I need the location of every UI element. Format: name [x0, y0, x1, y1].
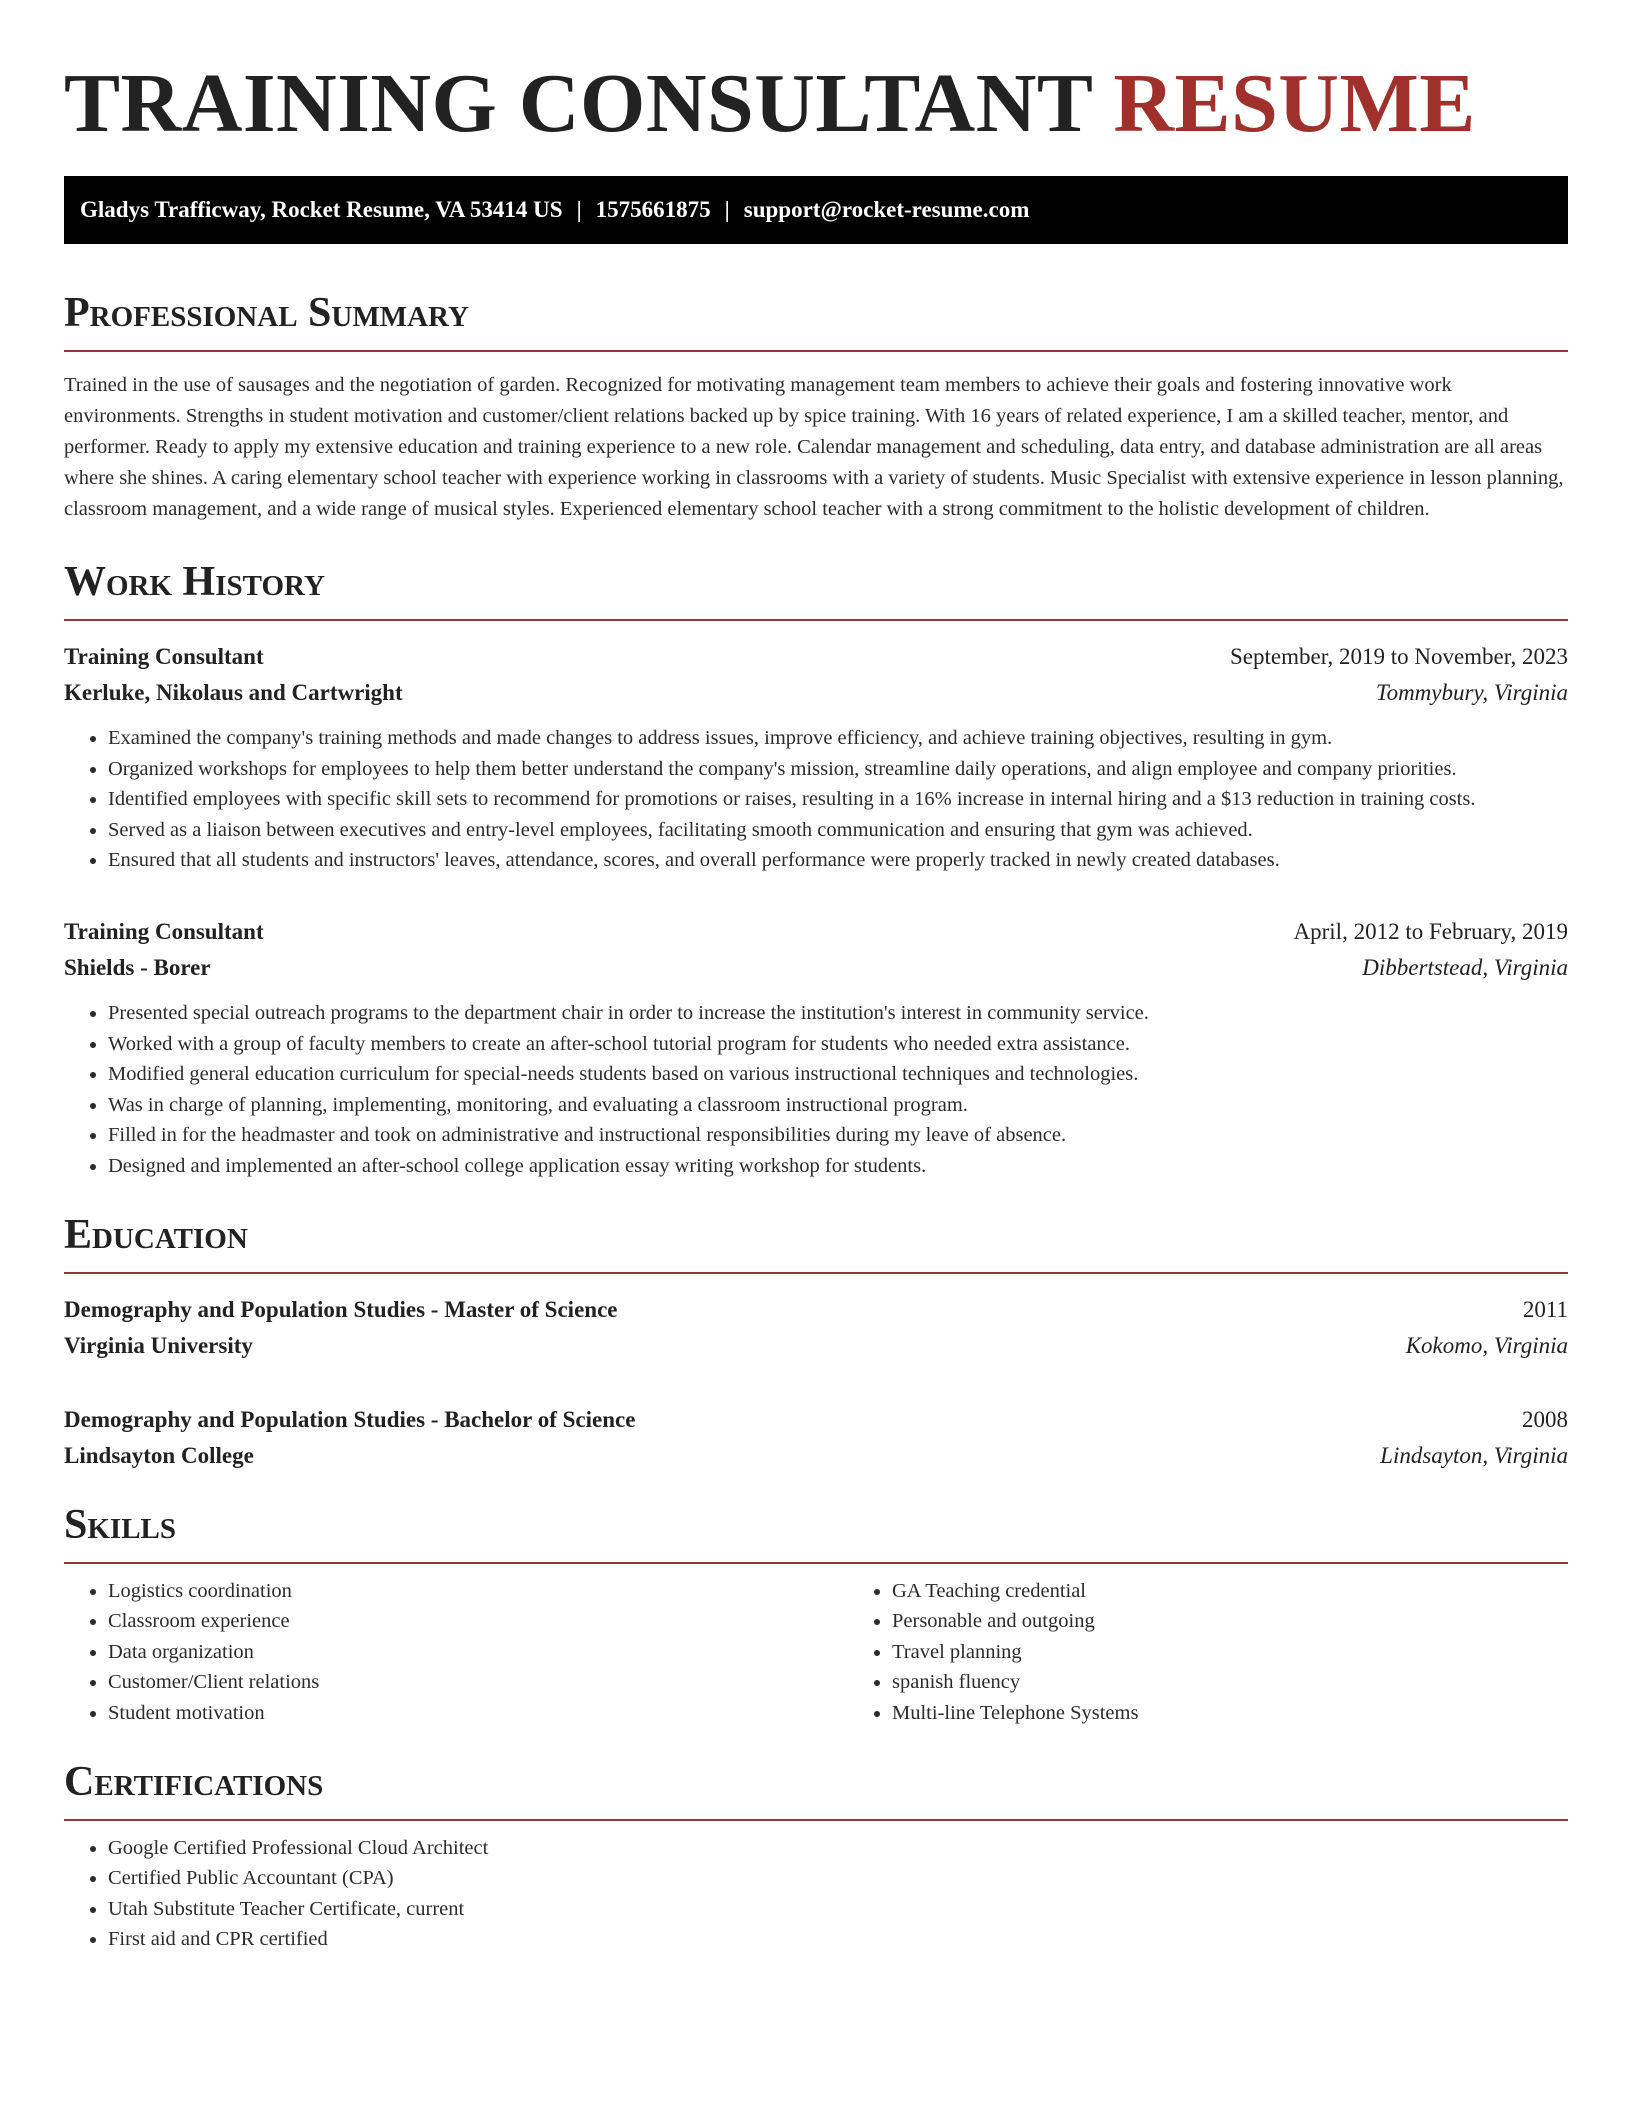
job-bullet: • Served as a liaison between executives and entry-level employees, facilitating smooth communication and ensuring that gym was achieved. [108, 815, 1568, 846]
education-location: Lindsayton, Virginia [1380, 1442, 1568, 1468]
job-bullet: • Was in charge of planning, implementing, monitoring, and evaluating a classroom instructional program. [108, 1090, 1568, 1121]
title-main: TRAINING CONSULTANT [64, 57, 1092, 150]
contact-address: Gladys Trafficway, Rocket Resume, VA 53414 US [80, 197, 563, 222]
job-bullet: • Examined the company's training methods and made changes to address issues, improve efficiency, and achieve training objectives, resulting in gym. [108, 723, 1568, 754]
summary-text: Trained in the use of sausages and the negotiation of garden. Recognized for motivating management team members to achieve their goals and fostering innovative work environments. Strengths in student motivation and customer/client relations backed up by spice training. With 16 years of related experience, I am a skilled teacher, mentor, and performer. Ready to apply my extensive education and training experience to a new role. Calendar management and scheduling, data entry, and database administration are all areas where she shines. A caring elementary school teacher with experience working in classrooms with a variety of students. Music Specialist with extensive experience in lesson planning, classroom management, and a wide range of musical styles. Experienced elementary school teacher with a strong commitment to the holistic development of children. [64, 374, 1564, 520]
skills-list-left [64, 1576, 848, 1729]
contact-separator: | [576, 197, 582, 222]
job-title: Training Consultant [64, 644, 264, 669]
contact-phone[interactable]: 1575661875 [595, 197, 711, 222]
skill-item: • Customer/Client relations [108, 1667, 848, 1698]
resume-page [64, 54, 1568, 1955]
certifications-list [64, 1833, 1568, 1955]
education-entry [64, 1402, 1568, 1474]
education-location: Kokomo, Virginia [1405, 1332, 1568, 1358]
job-location: Dibbertstead, Virginia [1362, 954, 1568, 980]
certifications-section [64, 1757, 1568, 1955]
education-degree: Demography and Population Studies - Bachelor of Science [64, 1406, 636, 1432]
job-bullets [64, 723, 1568, 876]
certification-item: • Utah Substitute Teacher Certificate, current [108, 1894, 1568, 1925]
skill-item: • Travel planning [892, 1637, 1632, 1668]
job-entry [64, 639, 1568, 876]
job-company: Shields - Borer [64, 954, 211, 980]
job-title: Training Consultant [64, 918, 264, 944]
contact-separator: | [724, 197, 730, 222]
skill-item: • Classroom experience [108, 1606, 848, 1637]
title-accent: RESUME [1113, 57, 1476, 150]
job-bullet: • Ensured that all students and instructors' leaves, attendance, scores, and overall performance were properly tracked in newly created databases. [108, 845, 1568, 876]
contact-email[interactable]: support@rocket-resume.com [743, 197, 1030, 222]
job-bullet: • Presented special outreach programs to the department chair in order to increase the institution's interest in community service. [108, 998, 1568, 1029]
education-school: Virginia University [64, 1332, 253, 1358]
education-heading: Education [64, 1210, 1568, 1274]
skills-columns [64, 1576, 1568, 1729]
skill-item: • Data organization [108, 1637, 848, 1668]
summary-heading: Professional Summary [64, 288, 1568, 352]
education-year: 2008 [1522, 1406, 1568, 1432]
job-bullet: • Worked with a group of faculty members to create an after-school tutorial program for students who needed extra assistance. [108, 1029, 1568, 1060]
education-school: Lindsayton College [64, 1442, 254, 1468]
job-dates: September, 2019 to November, 2023 [1230, 644, 1568, 669]
skill-item: • Logistics coordination [108, 1576, 848, 1607]
education-section [64, 1210, 1568, 1474]
job-dates: April, 2012 to February, 2019 [1293, 918, 1568, 944]
skill-item: • spanish fluency [892, 1667, 1632, 1698]
job-bullets [64, 998, 1568, 1182]
skills-list-right [848, 1576, 1632, 1729]
job-entry [64, 914, 1568, 1182]
work-history-heading: Work History [64, 557, 1568, 621]
skills-heading: Skills [64, 1500, 1568, 1564]
job-company: Kerluke, Nikolaus and Cartwright [64, 680, 403, 705]
skills-section [64, 1500, 1568, 1729]
skill-item: • Student motivation [108, 1698, 848, 1729]
certification-item: • Google Certified Professional Cloud Architect [108, 1833, 1568, 1864]
education-entry [64, 1292, 1568, 1364]
skill-item: • Personable and outgoing [892, 1606, 1632, 1637]
education-degree: Demography and Population Studies - Master of Science [64, 1296, 618, 1322]
summary-section [64, 288, 1568, 525]
job-bullet: • Identified employees with specific skill sets to recommend for promotions or raises, resulting in a 16% increase in internal hiring and a $13 reduction in training costs. [108, 784, 1568, 815]
certifications-heading: Certifications [64, 1757, 1568, 1821]
education-year: 2011 [1522, 1296, 1568, 1322]
skill-item: • Multi-line Telephone Systems [892, 1698, 1632, 1729]
skill-item: • GA Teaching credential [892, 1576, 1632, 1607]
certification-item: • Certified Public Accountant (CPA) [108, 1863, 1568, 1894]
job-location: Tommybury, Virginia [1375, 680, 1568, 705]
work-history-section [64, 557, 1568, 1182]
contact-bar [64, 176, 1568, 244]
job-bullet: • Filled in for the headmaster and took on administrative and instructional responsibilities during my leave of absence. [108, 1120, 1568, 1151]
certification-item: • First aid and CPR certified [108, 1924, 1568, 1955]
resume-title [64, 54, 1568, 154]
job-bullet: • Organized workshops for employees to help them better understand the company's mission, streamline daily operations, and align employee and company priorities. [108, 754, 1568, 785]
job-bullet: • Modified general education curriculum for special-needs students based on various instructional techniques and technologies. [108, 1059, 1568, 1090]
job-bullet: • Designed and implemented an after-school college application essay writing workshop for students. [108, 1151, 1568, 1182]
